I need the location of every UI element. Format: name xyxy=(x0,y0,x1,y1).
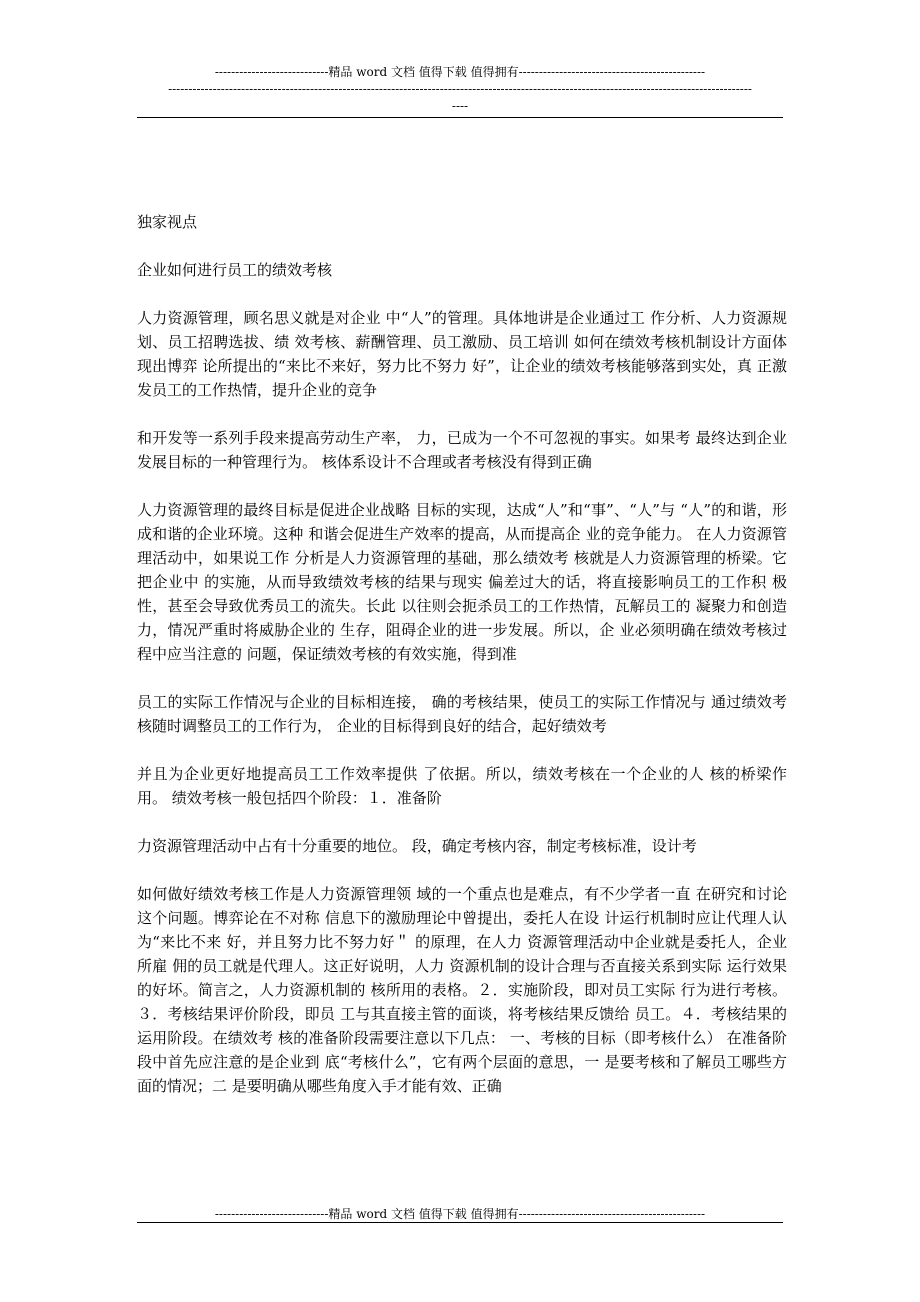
header-rule xyxy=(137,117,783,118)
article-title: 企业如何进行员工的绩效考核 xyxy=(137,261,333,279)
paragraph-4: 员工的实际工作情况与企业的目标相连接， 确的考核结果，使员工的实际工作情况与 通过绩效考核随时调整员工的工作行为， 企业的目标得到良好的结合，起好绩效考 xyxy=(137,693,787,735)
header-line-1: ----------------------------精品 word 文档 值得下载 值得拥有---------------------------------------------- xyxy=(214,65,706,79)
page-header xyxy=(137,64,783,115)
section-label: 独家视点 xyxy=(137,213,198,231)
paragraph-6: 力资源管理活动中占有十分重要的地位。 段，确定考核内容，制定考核标准，设计考 xyxy=(137,837,697,855)
paragraph-1: 人力资源管理，顾名思义就是对企业 中“人”的管理。具体地讲是企业通过工 作分析、人力资源规划、员工招聘选拔、绩 效考核、薪酬管理、员工激励、员工培训 如何在绩效考核机制设计方面体现出博弈 论所提出的“来比不来好，努力比不努力 好”，让企业的绩效考核能够落到实处，真 正激发员工的工作热情，提升企业的竞争 xyxy=(137,309,787,399)
paragraph-2: 和开发等一系列手段来提高劳动生产率， 力，已成为一个不可忽视的事实。如果考 最终达到企业发展目标的一种管理行为。 核体系设计不合理或者考核没有得到正确 xyxy=(137,429,787,471)
paragraph-7: 如何做好绩效考核工作是人力资源管理领 域的一个重点也是难点，有不少学者一直 在研究和讨论这个问题。博弈论在不对称 信息下的激励理论中曾提出，委托人在设 计运行机制时应让代理人认为“来比不来 好，并且努力比不努力好＂ 的原理，在人力 资源管理活动中企业就是委托人，企业所雇 佣的员工就是代理人。这正好说明，人力 资源机制的设计合理与否直接关系到实际 运行效果的好坏。简言之，人力资源机制的 核所用的表格。２．实施阶段，即对员工实际 行为进行考核。３．考核结果评价阶段，即员 工与其直接主管的面谈，将考核结果反馈给 员工。４．考核结果的运用阶段。在绩效考 核的准备阶段需要注意以下几点： 一、考核的目标（即考核什么） 在准备阶段中首先应注意的是企业到 底“考核什么”，它有两个层面的意思，一 是要考核和了解员工哪些方面的情况；二 是要明确从哪些角度入手才能有效、正确 xyxy=(137,885,787,1095)
paragraph-5: 并且为企业更好地提高员工工作效率提供 了依据。所以，绩效考核在一个企业的人 核的桥梁作用。 绩效考核一般包括四个阶段：１．准备阶 xyxy=(137,765,787,807)
document-body xyxy=(137,210,787,1098)
page-footer: ----------------------------精品 word 文档 值得下载 值得拥有---------------------------------------------- xyxy=(214,1207,706,1221)
header-line-2: ------------------------------------------------------------------------------------------------------------------------------------------------ xyxy=(168,82,752,96)
paragraph-3: 人力资源管理的最终目标是促进企业战略 目标的实现，达成“人”和“事”、“人”与 “人”的和谐，形成和谐的企业环境。这种 和谐会促进生产效率的提高，从而提高企 业的竞争能力。 在人力资源管理活动中，如果说工作 分析是人力资源管理的基础，那么绩效考 核就是人力资源管理的桥梁。它把企业中 的实施，从而导致绩效考核的结果与现实 偏差过大的话，将直接影响员工的工作积 极性，甚至会导致优秀员工的流失。长此 以往则会扼杀员工的工作热情，瓦解员工的 凝聚力和创造力，情况严重时将威胁企业的 生存，阻碍企业的进一步发展。所以，企 业必须明确在绩效考核过程中应当注意的 问题，保证绩效考核的有效实施，得到准 xyxy=(137,501,787,663)
footer-rule xyxy=(137,1222,783,1223)
header-line-3: ---- xyxy=(451,99,469,113)
